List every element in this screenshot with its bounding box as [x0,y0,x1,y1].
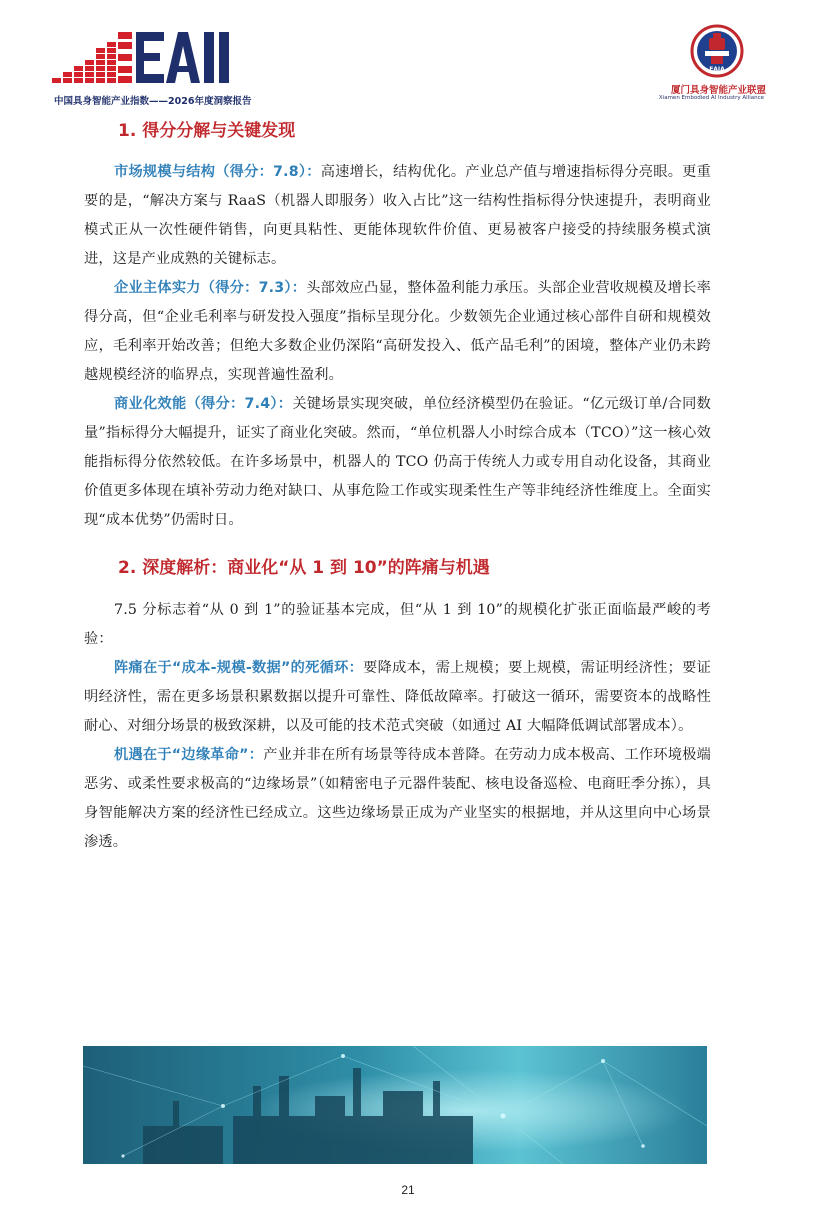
report-caption: 中国具身智能产业指数——2026年度洞察报告 [54,96,252,107]
paragraph-intro: 7.5 分标志着“从 0 到 1”的验证基本完成，但“从 1 到 10”的规模化扩张正面临最严峻的考验： [84,602,711,647]
keyword-enterprise-strength: 企业主体实力（得分：7.3）： [114,280,307,296]
industrial-network-banner-image [83,1046,707,1164]
paragraph-opportunity [84,741,711,857]
eaii-logo-text: EAII [252,36,255,37]
paragraph-text: 头部效应凸显，整体盈利能力承压。头部企业营收规模及增长率得分高，但“企业毛利率与研发投入强度”指标呈现分化。少数领先企业通过核心部件自研和规模效应，毛利率开始改善；但绝大多数企业仍深陷“高研发投入、低产品毛利”的困境，整体产业仍未跨越规模经济的临界点，实现普遍性盈利。 [84,280,711,383]
eaia-logo-text: EAIA [709,66,725,73]
org-name-en: Xiamen Embodied AI Industry Alliance [658,95,764,101]
paragraph-text: 关键场景实现突破，单位经济模型仍在验证。“亿元级订单/合同数量”指标得分大幅提升，证实了商业化突破。然而，“单位机器人小时综合成本（TCO）”这一核心效能指标得分依然较低。在许多场景中，机器人的 TCO 仍高于传统人力或专用自动化设备，其商业价值更多体现在填补劳动力绝对缺口、从事危险工作或实现柔性生产等非纯经济性维度上。全面实现“成本优势”仍需时日。 [84,396,711,528]
page-content [84,112,711,857]
paragraph-market-scale [84,158,711,274]
eaia-logo [690,24,744,78]
paragraph-commercial-efficiency [84,390,711,535]
paragraph-text: 高速增长，结构优化。产业总产值与增速指标得分亮眼。更重要的是，“解决方案与 RaaS（机器人即服务）收入占比”这一结构性指标得分快速提升，表明商业模式正从一次性硬件销售，向更具粘性、更能体现软件价值、更易被客户接受的持续服务模式演进，这是产业成熟的关键标志。 [84,164,712,267]
paragraph-text: 产业并非在所有场景等待成本普降。在劳动力成本极高、工作环境极端恶劣、或柔性要求极高的“边缘场景”（如精密电子元器件装配、核电设备巡检、电商旺季分拣），具身智能解决方案的经济性已经成立。这些边缘场景正成为产业坚实的根据地，并从这里向中心场景渗透。 [84,747,712,850]
paragraph-text: 要降成本，需上规模；要上规模，需证明经济性；要证明经济性，需在更多场景积累数据以提升可靠性、降低故障率。打破这一循环，需要资本的战略性耐心、对细分场景的极致深耕，以及可能的技术范式突破（如通过 AI 大幅降低调试部署成本）。 [84,660,711,734]
page-number: 21 [401,1183,415,1197]
org-name: 厦门具身智能产业联盟 [670,85,766,96]
keyword-opportunity: 机遇在于“边缘革命”： [114,747,264,763]
eaii-logo [52,28,262,90]
keyword-pain: 阵痛在于“成本-规模-数据”的死循环： [114,660,364,676]
paragraph-pain [84,654,711,741]
keyword-commercial-efficiency: 商业化效能（得分：7.4）： [114,396,293,412]
section-1-heading: 1. 得分分解与关键发现 [118,121,296,141]
paragraph-enterprise-strength [84,274,711,390]
keyword-market-scale: 市场规模与结构（得分：7.8）： [114,164,321,180]
section-2-heading: 2. 深度解析：商业化“从 1 到 10”的阵痛与机遇 [118,558,490,578]
